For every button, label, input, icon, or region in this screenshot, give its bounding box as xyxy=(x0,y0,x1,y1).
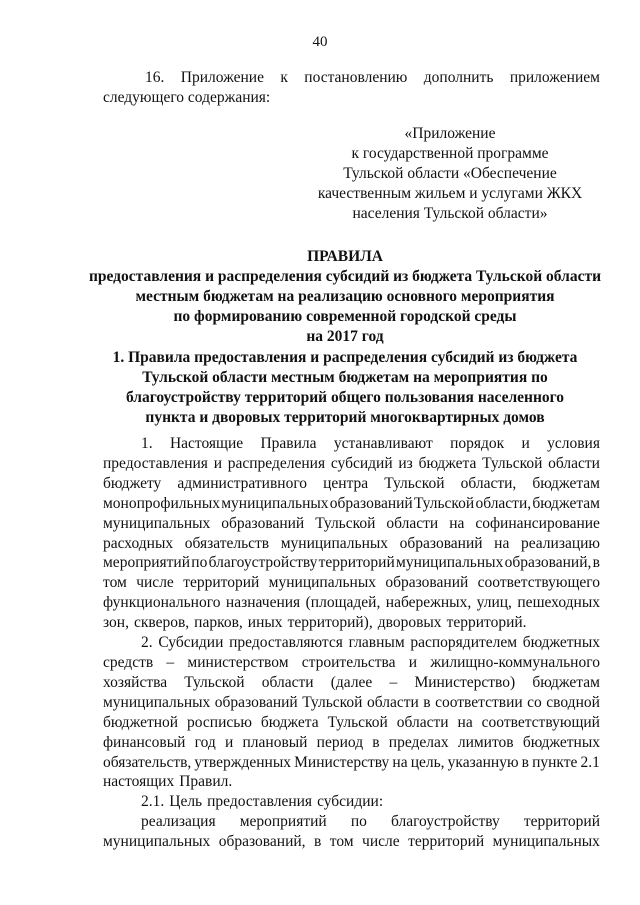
body-word: Тульской xyxy=(302,693,363,711)
body-word: области, xyxy=(460,474,517,492)
body-line xyxy=(103,474,600,494)
body-word: бюджетам xyxy=(532,474,600,492)
body-word: муниципальных xyxy=(103,514,211,532)
body-word: Правил. xyxy=(179,773,233,791)
body-word: период xyxy=(316,733,364,751)
body-word: условия xyxy=(547,435,600,452)
body-word: Тульской xyxy=(184,673,245,691)
body-word: благоустройству xyxy=(390,813,500,831)
section-heading-line: Тульской области местным бюджетам на мероприятия по xyxy=(142,369,548,386)
title-line: по формированию современной городской среды xyxy=(173,308,517,325)
body-word: Министерству xyxy=(294,753,390,771)
body-word: по xyxy=(350,813,367,831)
body-word: со xyxy=(527,693,542,711)
body-word: бюджетам xyxy=(532,494,600,512)
body-word: муниципальных xyxy=(280,534,389,552)
body-word: числе xyxy=(136,574,174,592)
appendix-header xyxy=(300,124,600,224)
body-word: строительства xyxy=(301,653,396,671)
body-word: мероприятий xyxy=(103,554,191,572)
body-word: субсидий xyxy=(330,454,393,472)
body-word: зон, xyxy=(103,614,129,632)
title-line: на 2017 год xyxy=(306,328,384,345)
body-word: обязательств, xyxy=(103,753,192,771)
body-line xyxy=(103,673,600,693)
body-word: муниципальных xyxy=(396,554,504,572)
section-1-heading xyxy=(60,348,630,428)
body-word: муниципальных xyxy=(103,693,211,711)
body-word: Министерство) xyxy=(414,673,516,691)
body-word: на xyxy=(392,753,408,771)
body-word: набережных, xyxy=(385,594,472,612)
body-word: в xyxy=(314,833,322,851)
body-word: Цель xyxy=(169,793,203,811)
body-word: предоставления xyxy=(207,793,313,811)
body-word: на xyxy=(494,534,510,552)
body-word: в xyxy=(521,753,529,771)
title-line: предоставления и распределения субсидий из бюджета Тульской области xyxy=(88,268,602,285)
intro-line-2: следующего содержания: xyxy=(103,89,271,106)
body-word: хозяйства xyxy=(103,673,168,691)
intro-word: Приложение xyxy=(180,69,264,86)
body-word: территорий xyxy=(183,574,260,592)
body-word: числе xyxy=(362,833,400,851)
title-line: ПРАВИЛА xyxy=(307,248,383,265)
body-word: муниципальных xyxy=(492,833,600,851)
body-word: образований xyxy=(329,494,413,512)
body-word: бюджетных xyxy=(522,634,600,652)
body-word: в xyxy=(592,554,600,572)
body-word: Субсидии xyxy=(158,634,224,652)
body-line xyxy=(103,832,600,852)
body-line xyxy=(103,573,600,593)
intro-word: дополнить xyxy=(423,69,494,86)
intro-line-1 xyxy=(103,68,600,88)
body-word: парков, xyxy=(194,614,243,632)
body-word: из xyxy=(398,454,413,472)
body-word: улиц, xyxy=(476,594,512,612)
body-word: скверов, xyxy=(133,614,190,632)
body-line xyxy=(103,633,600,653)
document-title xyxy=(60,247,630,347)
body-line xyxy=(103,593,600,613)
body-word: образований, xyxy=(504,554,592,572)
body-word: территорий xyxy=(318,554,395,572)
body-line xyxy=(103,454,600,474)
appendix-header-line: к государственной программе xyxy=(351,145,549,162)
body-word: территорий xyxy=(408,833,485,851)
section-heading-line: благоустройству территорий общего пользования населенного xyxy=(125,389,565,406)
body-word: функционального xyxy=(103,594,221,612)
body-word: Тульской xyxy=(482,454,543,472)
body-word: территорий), xyxy=(287,614,373,632)
body-word: пешеходных xyxy=(517,594,600,612)
body-word: средств xyxy=(103,653,154,671)
body-word: соответствующего xyxy=(477,574,600,592)
body-word: цель, xyxy=(410,753,445,771)
body-word: росписью xyxy=(187,713,252,731)
body-word: области xyxy=(548,454,600,472)
body-word: области xyxy=(396,713,449,731)
body-word: муниципальных xyxy=(103,833,211,851)
body-word: бюджетной xyxy=(103,713,179,731)
body-word: главным xyxy=(348,634,405,652)
body-word: области xyxy=(261,673,314,691)
intro-word: постановлению xyxy=(304,69,408,86)
body-word: год xyxy=(194,733,216,751)
body-word: бюджету xyxy=(103,474,162,492)
body-word: – xyxy=(389,673,398,691)
body-word: предоставляются xyxy=(229,634,343,652)
body-word: территорий xyxy=(523,813,600,831)
body-word: территорий. xyxy=(446,614,527,632)
body-line xyxy=(103,812,600,832)
page-number: 40 xyxy=(312,34,328,50)
body-word: жилищно-коммунального xyxy=(430,653,600,671)
body-line xyxy=(103,693,600,713)
body-word: в xyxy=(423,693,431,711)
body-word: лимитов xyxy=(457,733,514,751)
body-word: и xyxy=(225,733,234,751)
body-line xyxy=(103,653,600,673)
body-word: назначения xyxy=(225,594,301,612)
body-word: монопрофильных xyxy=(103,494,220,512)
appendix-header-line: «Приложение xyxy=(404,125,496,142)
body-word: муниципальных xyxy=(268,574,376,592)
body-line xyxy=(103,613,600,633)
body-word: образований xyxy=(221,514,305,532)
body-word: пределах xyxy=(388,733,449,751)
body-word: сводной xyxy=(546,693,600,711)
body-word: мероприятий xyxy=(239,813,327,831)
body-word: в xyxy=(372,733,380,751)
body-word: указанную xyxy=(447,753,519,771)
body-word: том xyxy=(329,833,354,851)
body-word: финансовый xyxy=(103,733,186,751)
body-word: обязательств xyxy=(184,534,270,552)
body-word: на xyxy=(457,713,473,731)
body-word: дворовых xyxy=(377,614,442,632)
intro-word: к xyxy=(280,69,288,86)
body-word: софинансирование xyxy=(475,514,600,532)
body-word: бюджетных xyxy=(522,733,600,751)
body-word: (далее xyxy=(330,673,373,691)
intro-paragraph xyxy=(103,68,600,108)
body-word: предоставления xyxy=(103,454,208,472)
body-line xyxy=(103,553,600,573)
body-word: благоустройству xyxy=(208,554,318,572)
body-word: 2.1 xyxy=(580,753,600,771)
body-word: центра xyxy=(323,474,369,492)
appendix-header-line: населения Тульской области» xyxy=(352,205,548,222)
body-word: том xyxy=(103,574,127,592)
body-line xyxy=(103,534,600,554)
body-word: муниципальных xyxy=(221,494,329,512)
body-word: Тульской xyxy=(327,713,388,731)
body-line xyxy=(103,772,600,792)
body-word: области xyxy=(366,693,419,711)
body-word: (площадей, xyxy=(305,594,381,612)
body-word: соответствии xyxy=(435,693,523,711)
body-word: устанавливают xyxy=(333,435,433,452)
appendix-header-line: Тульской области «Обеспечение xyxy=(343,165,557,182)
body-word: образований xyxy=(399,534,483,552)
body-word: Тульской xyxy=(384,474,445,492)
body-word: – xyxy=(166,653,175,671)
body-line xyxy=(103,434,600,454)
body-word: бюджета xyxy=(418,454,477,472)
body-word: субсидии: xyxy=(317,793,384,811)
body-text xyxy=(103,434,600,852)
body-word: бюджетам xyxy=(532,673,600,691)
body-line xyxy=(103,753,600,773)
intro-word: 16. xyxy=(145,69,165,86)
body-word: образований, xyxy=(218,833,306,851)
body-word: и xyxy=(408,653,418,671)
body-word: области, xyxy=(475,494,532,512)
body-line xyxy=(103,792,600,812)
body-word: пункте xyxy=(532,753,578,771)
body-word: 2.1. xyxy=(141,793,165,811)
body-line xyxy=(103,494,600,514)
body-line xyxy=(103,514,600,534)
body-word: бюджета xyxy=(260,713,319,731)
section-heading-line: 1. Правила предоставления и распределения субсидий из бюджета xyxy=(112,349,578,366)
section-heading-line: пункта и дворовых территорий многоквартирных домов xyxy=(145,409,545,426)
body-word: области xyxy=(386,514,439,532)
body-word: Тульской xyxy=(413,494,475,512)
body-word: распределения xyxy=(227,454,326,472)
body-word: Настоящие xyxy=(169,435,244,452)
body-word: Правила xyxy=(260,435,317,452)
body-word: 2. xyxy=(141,634,153,652)
body-word: и xyxy=(213,454,222,472)
body-word: на xyxy=(449,514,465,532)
body-word: соответствующий xyxy=(481,713,600,731)
body-word: порядок xyxy=(450,435,505,452)
body-word: образований xyxy=(385,574,469,592)
body-word: Тульской xyxy=(315,514,376,532)
body-word: настоящих xyxy=(103,773,175,791)
body-word: образований xyxy=(214,693,298,711)
body-word: административного xyxy=(177,474,308,492)
title-line: местным бюджетам на реализацию основного мероприятия xyxy=(135,288,555,305)
body-word: распорядителем xyxy=(410,634,518,652)
body-word: расходных xyxy=(103,534,174,552)
body-word: по xyxy=(191,554,208,572)
body-word: реализация xyxy=(141,813,216,831)
body-word: и xyxy=(521,435,530,452)
body-line xyxy=(103,733,600,753)
intro-word: приложением xyxy=(509,69,600,86)
body-word: иных xyxy=(247,614,283,632)
body-word: плановый xyxy=(242,733,308,751)
body-line xyxy=(103,713,600,733)
body-word: 1. xyxy=(141,435,153,452)
appendix-header-line: качественным жильем и услугами ЖКХ xyxy=(317,185,583,202)
body-word: министерством xyxy=(187,653,289,671)
body-word: утвержденных xyxy=(194,753,292,771)
body-word: реализацию xyxy=(520,534,600,552)
